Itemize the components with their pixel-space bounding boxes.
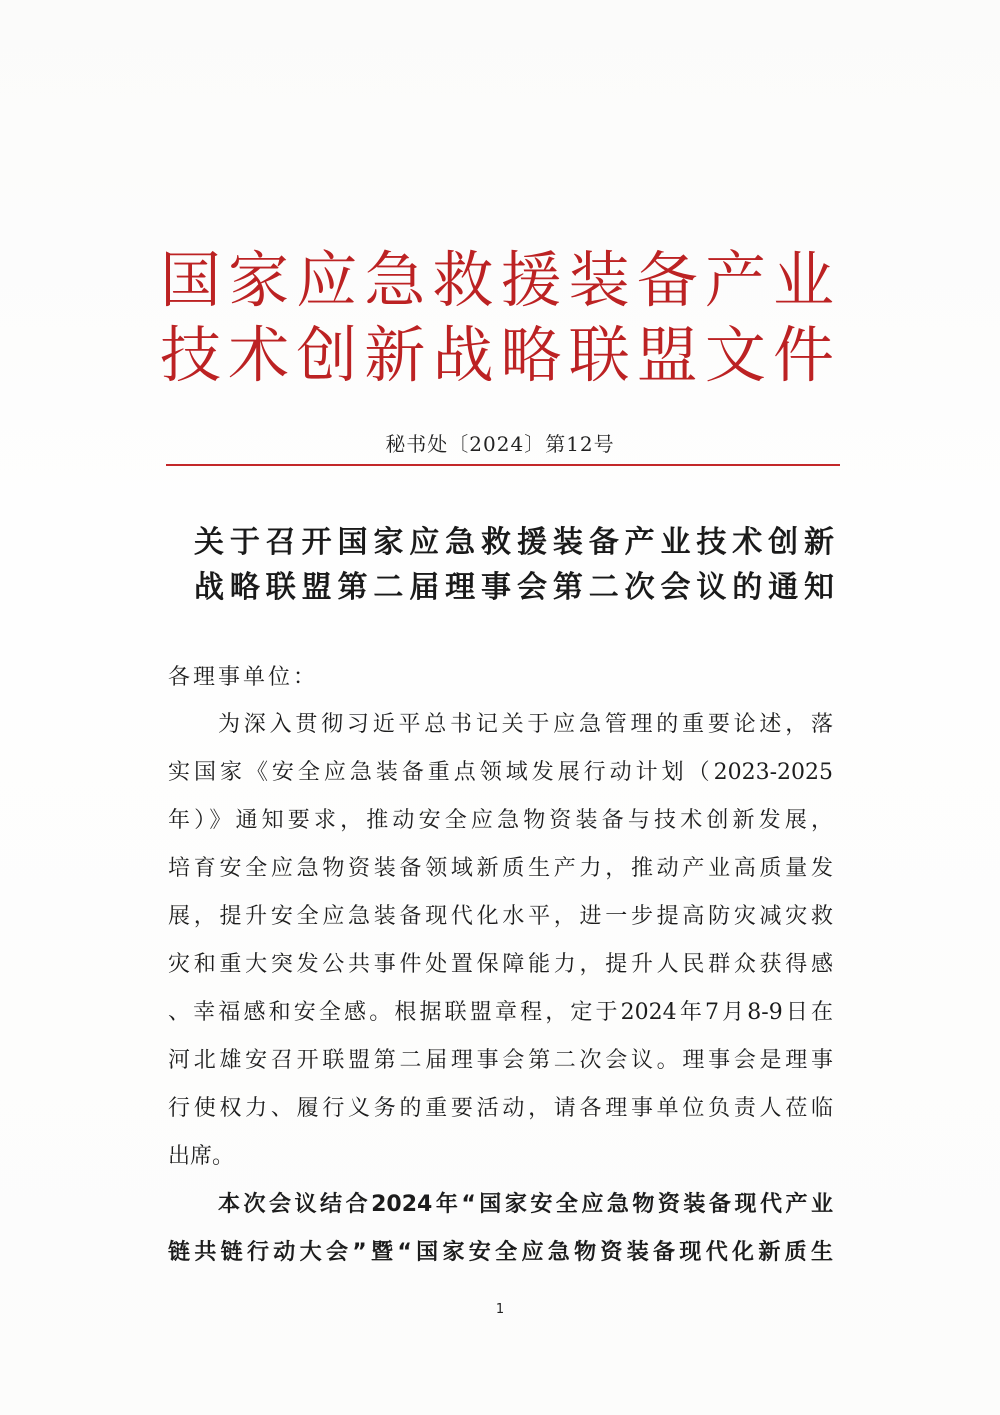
paragraph-1-line: 、幸福感和安全感。根据联盟章程，定于2024年7月8-9日在 (168, 1000, 833, 1025)
page-number: 1 (495, 1302, 505, 1317)
paragraph-1-line: 实国家《安全应急装备重点领域发展行动计划（2023-2025 (168, 760, 833, 785)
paragraph-1-line: 出席。 (168, 1144, 235, 1169)
paragraph-1-line: 展，提升安全应急装备现代化水平，进一步提高防灾减灾救 (168, 904, 833, 929)
header-title-line-2: 技术创新战略联盟文件 (160, 320, 840, 391)
paragraph-1-line: 河北雄安召开联盟第二届理事会第二次会议。理事会是理事 (168, 1048, 833, 1073)
paragraph-1-line: 灾和重大突发公共事件处置保障能力，提升人民群众获得感 (168, 952, 833, 977)
header-title-line-1: 国家应急救援装备产业 (160, 245, 840, 316)
salutation: 各理事单位： (168, 665, 319, 690)
document-number: 秘书处〔2024〕第12号 (385, 432, 615, 456)
notice-title-line-2: 战略联盟第二届理事会第二次会议的通知 (194, 570, 834, 605)
paragraph-1-line: 为深入贯彻习近平总书记关于应急管理的重要论述，落 (218, 712, 833, 737)
notice-title-line-1: 关于召开国家应急救援装备产业技术创新 (194, 525, 834, 560)
paragraph-1-line: 培育安全应急物资装备领域新质生产力，推动产业高质量发 (168, 856, 833, 881)
paragraph-2-line: 链共链行动大会”暨“国家安全应急物资装备现代化新质生 (168, 1240, 833, 1265)
paragraph-1-line: 行使权力、履行义务的重要活动，请各理事单位负责人莅临 (168, 1096, 833, 1121)
header-divider (166, 464, 840, 466)
paragraph-2-line: 本次会议结合2024年“国家安全应急物资装备现代产业 (218, 1192, 833, 1217)
paragraph-1-line: 年）》通知要求，推动安全应急物资装备与技术创新发展， (168, 808, 833, 833)
